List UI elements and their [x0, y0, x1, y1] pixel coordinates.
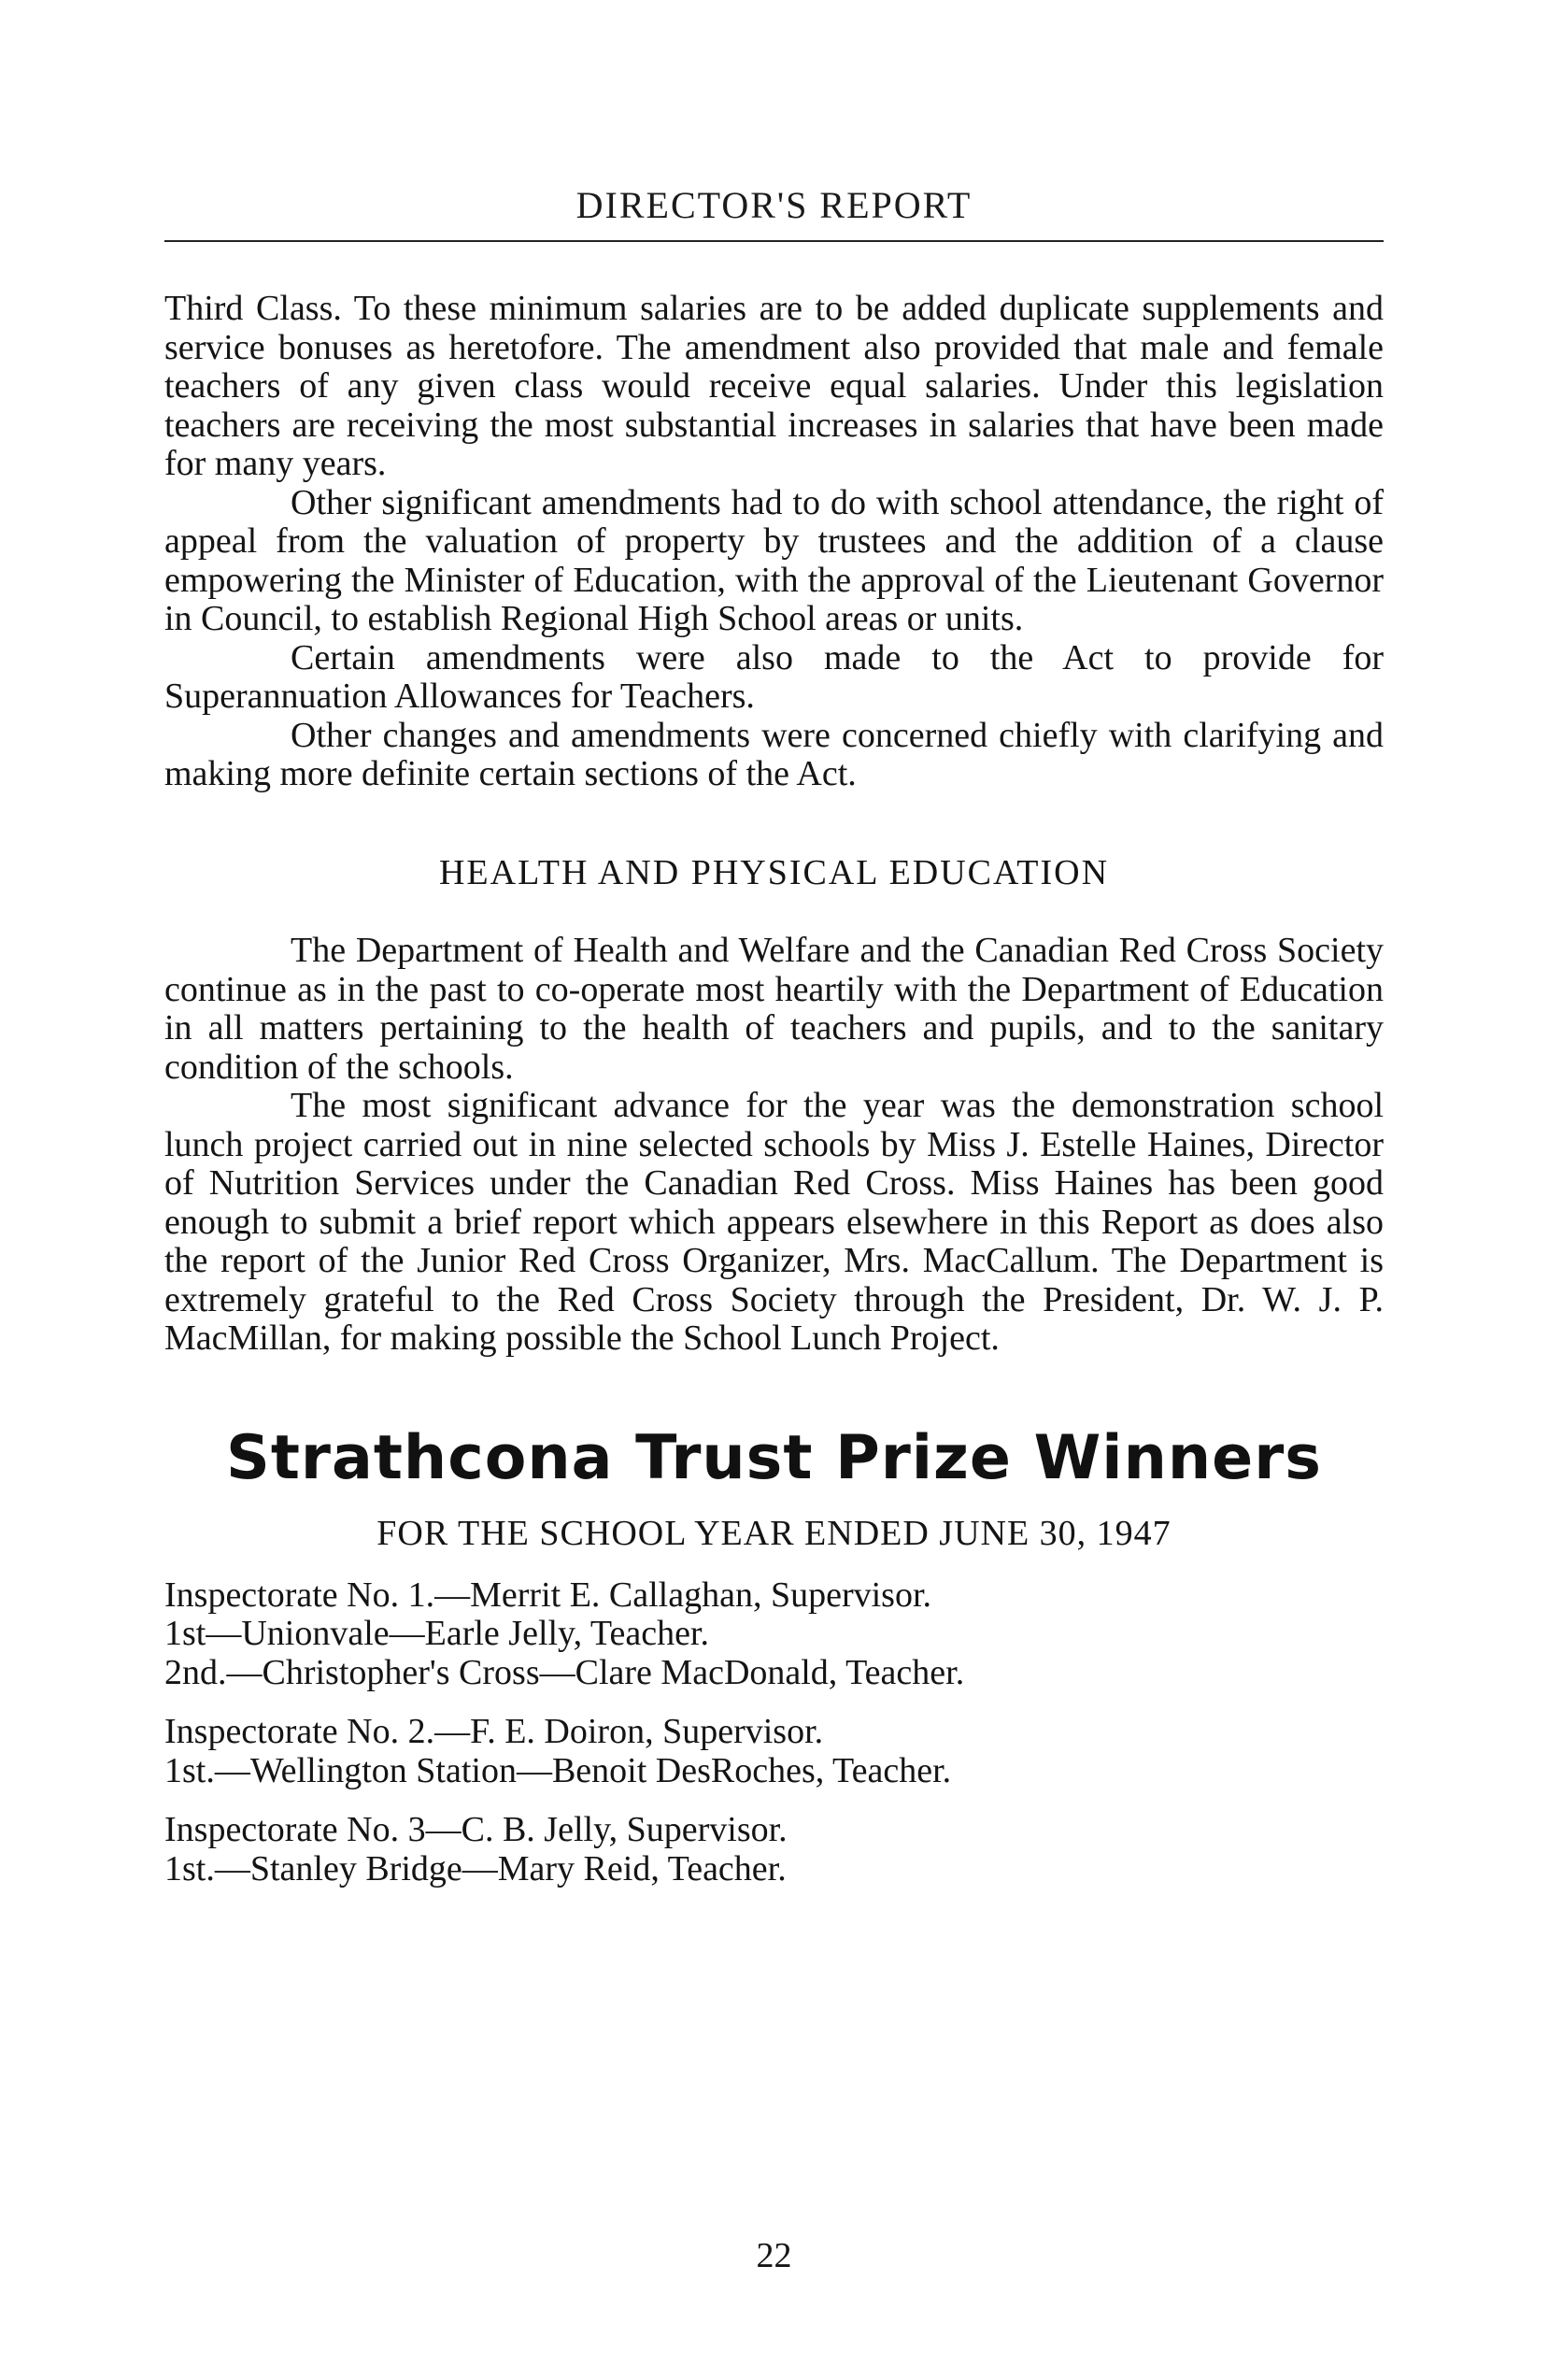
inspectorate-heading: Inspectorate No. 3—C. B. Jelly, Supervisor.: [164, 1810, 788, 1849]
inspectorate-heading: Inspectorate No. 2.—F. E. Doiron, Supervisor.: [164, 1712, 824, 1751]
prize-entry: 1st.—Wellington Station—Benoit DesRoches, Teacher.: [164, 1750, 952, 1790]
inspectorate-heading: Inspectorate No. 1.—Merrit E. Callaghan, Supervisor.: [164, 1575, 932, 1615]
body-paragraph: Certain amendments were also made to the Act to provide for Superannuation Allowances for Teachers.: [164, 637, 1384, 716]
section-heading-health: HEALTH AND PHYSICAL EDUCATION: [438, 852, 1110, 892]
text-column: [164, 290, 1384, 1888]
page-number: 22: [756, 2236, 792, 2275]
prize-winners-subtitle: FOR THE SCHOOL YEAR ENDED JUNE 30, 1947: [376, 1514, 1172, 1553]
inspectorate-block: [164, 1713, 1384, 1790]
body-paragraph: The Department of Health and Welfare and the Canadian Red Cross Society continue as in the past to co-operate most heartily with the Department of Education in all matters pertaining to the health of teachers and pupils, and to the sanitary condition of the schools.: [164, 931, 1384, 1087]
prize-entry: 2nd.—Christopher's Cross—Clare MacDonald, Teacher.: [164, 1652, 965, 1692]
body-paragraph: Third Class. To these minimum salaries are to be added duplicate supplements and service bonuses as heretofore. The amendment also provided that male and female teachers of any given class would receive equal salaries. Under this legislation teachers are receiving the most substantial increases in salaries that have been made for many years.: [164, 289, 1384, 483]
prize-entry: 1st—Unionvale—Earle Jelly, Teacher.: [164, 1614, 709, 1653]
inspectorate-block: [164, 1576, 1384, 1693]
inspectorate-block: [164, 1811, 1384, 1888]
prize-winners-title: Strathcona Trust Prize Winners: [226, 1422, 1322, 1493]
header-rule: [164, 240, 1384, 242]
prize-entry: 1st.—Stanley Bridge—Mary Reid, Teacher.: [164, 1848, 787, 1888]
body-paragraph: The most significant advance for the year was the demonstration school lunch project carried out in nine selected schools by Miss J. Estelle Haines, Director of Nutrition Services under the Canadian Red Cross. Miss Haines has been good enough to submit a brief report which appears elsewhere in this Report as does also the report of the Junior Red Cross Organizer, Mrs. MacCallum. The Department is extremely grateful to the Red Cross Society through the President, Dr. W. J. P. MacMillan, for making possible the School Lunch Project.: [164, 1086, 1384, 1358]
body-paragraph: Other significant amendments had to do with school attendance, the right of appeal from the valuation of property by trustees and the addition of a clause empowering the Minister of Education, with the approval of the Lieutenant Governor in Council, to establish Regional High School areas or units.: [164, 482, 1384, 638]
body-paragraph: Other changes and amendments were concerned chiefly with clarifying and making more definite certain sections of the Act.: [164, 715, 1384, 793]
running-title: DIRECTOR'S REPORT: [575, 184, 973, 226]
